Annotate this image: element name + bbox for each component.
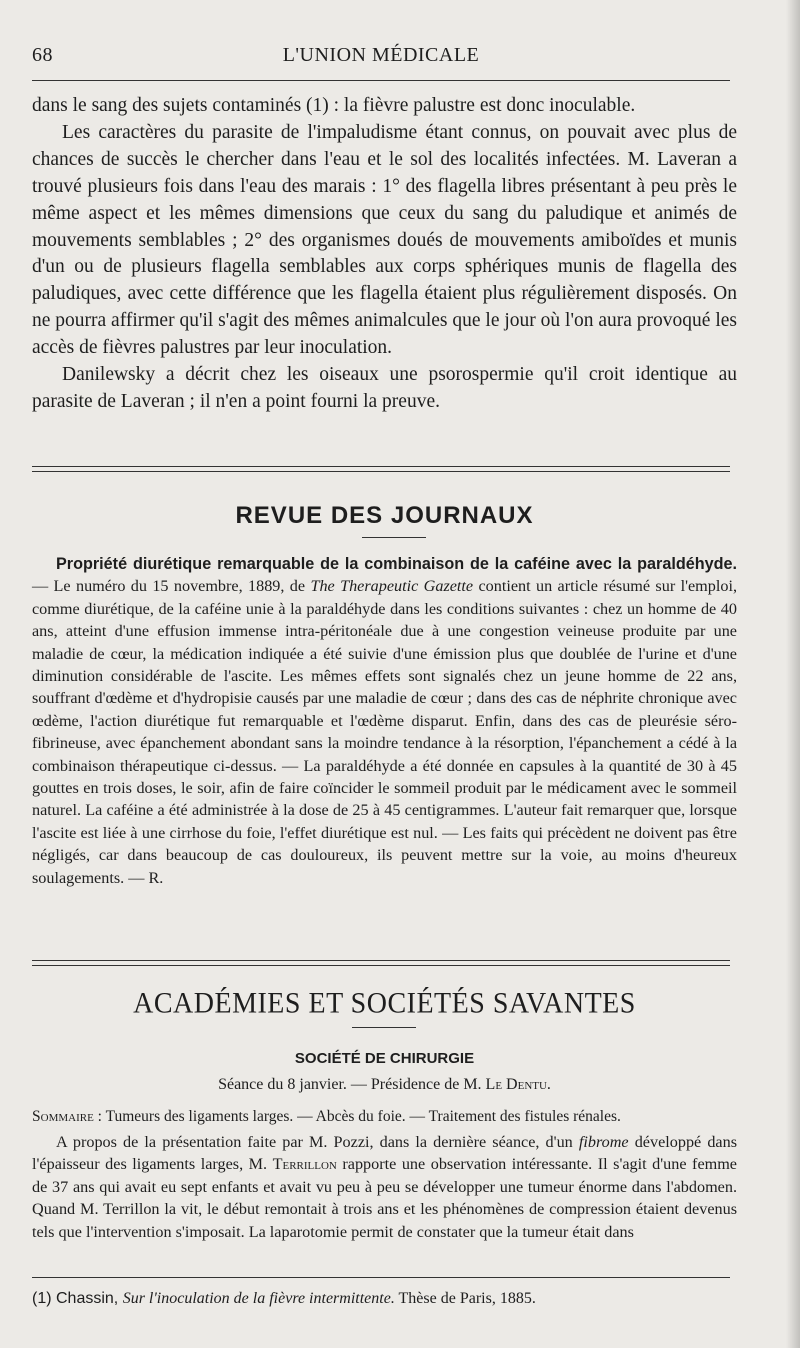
page-number: 68	[32, 44, 53, 66]
section-separator	[32, 960, 730, 966]
sommaire-text: : Tumeurs des ligaments larges. — Abcès du foie. — Traitement des fistules rénales.	[93, 1108, 621, 1125]
sommaire-label: Sommaire	[32, 1108, 94, 1125]
revue-title: REVUE DES JOURNAUX	[235, 502, 534, 529]
session-end: .	[546, 1076, 551, 1093]
item-title: Propriété diurétique remarquable de la combinaison de la caféine avec la paraldéhyde.	[56, 555, 737, 573]
footnote	[32, 1288, 737, 1310]
session-line	[32, 1076, 737, 1094]
report-text: A propos de la présentation faite par M. Pozzi, dans la dernière séance, d'un	[56, 1133, 579, 1151]
item-body: contient un article résumé sur l'emploi, comme diurétique, de la caféine unie à la paraldéhyde dans les conditions suivantes : chez un homme de 40 ans, atteint d'une effusion immense intra-péritonéale due à une congestion veineuse produite par une maladie de cœur, la médication indiquée a été suivie d'une émission plus que doublée de l'urine et d'une diminution considérable de l'ascite. Les mêmes effets sont signalés chez un jeune homme de 22 ans, souffrant d'œdème et d'hydropisie causés par une maladie de cœur ; dans des cas de néphrite chronique avec œdème, l'action diurétique fut remarquable et l'œdème disparut. Enfin, dans des cas de pleurésie séro-fibrineuse, avec épanchement abondant sans la moindre tendance à la résorption, l'épanchement a cédé à la combinaison thérapeutique ci-dessus. — La paraldéhyde a été donnée en capsules à la quantité de 30 à 45 gouttes en trois doses, le soir, afin de faire coïncider le sommeil produit par le médicament avec le sommeil naturel. La caféine a été administrée à la dose de 25 à 45 centigrammes. L'auteur fait remarquer que, lorsque l'ascite est liée à une cirrhose du foie, l'effet diurétique est nul. — Les faits qui précèdent ne doivent pas être négligés, car dans beaucoup de cas douloureux, ils peuvent mettre sur la voie, au moins d'heureux soulagements. — R.	[32, 577, 737, 887]
society-name: SOCIÉTÉ DE CHIRURGIE	[294, 1050, 475, 1067]
president-name: Le Dentu	[485, 1076, 547, 1093]
article-continuation	[32, 93, 737, 416]
paragraph: Les caractères du parasite de l'impaludisme étant connus, on pouvait avec plus de chances de succès le chercher dans l'eau et le sol des localités infectées. M. Laveran a trouvé plusieurs fois dans l'eau des marais : 1° des flagella libres présentant à peu près le même aspect et les mêmes dimensions que ceux du sang du paludique et animés de mouvements semblables ; 2° des organismes doués de mouvements amiboïdes et munis d'un ou de plusieurs flagella semblables aux corps sphériques munis de flagella des paludiques, avec cette différence que les flagella étaient plus régulièrement disposés. On ne pourra affirmer qu'il s'agit des mêmes animalcules que le jour où l'on aura provoqué les accès de fièvres palustres par leur inoculation.	[32, 121, 737, 359]
title-underline	[362, 537, 426, 538]
report-italic: fibrome	[578, 1133, 629, 1151]
page-edge-shadow	[786, 0, 800, 1348]
paragraph: dans le sang des sujets contaminés (1) : la fièvre palustre est donc inoculable.	[32, 95, 636, 116]
journal-name: The Therapeutic Gazette	[310, 577, 474, 596]
report-text: rapporte une observation intéressante. Il s'agit d'une femme de 37 ans qui avait eu sept enfants et avait vu peu à peu se développer une tumeur énorme dans l'abdomen. Quand M. Terrillon la vit, le début remontait à trois ans et les phénomènes de compression étaient devenus tels que l'intervention s'imposait. La laparotomie permit de constater que la tumeur était dans	[32, 1155, 737, 1241]
item-intro: — Le numéro du 15 novembre, 1889, de	[32, 577, 311, 596]
academies-title: ACADÉMIES ET SOCIÉTÉS SAVANTES	[133, 987, 636, 1020]
header-rule	[32, 80, 730, 81]
section-separator	[32, 466, 730, 472]
running-head: L'UNION MÉDICALE	[282, 44, 480, 66]
society-report	[32, 1131, 737, 1243]
session-text: Séance du 8 janvier. — Présidence de M.	[218, 1076, 486, 1093]
paragraph: Danilewsky a décrit chez les oiseaux une psorospermie qu'il croit identique au parasite de Laveran ; il n'en a point fourni la preuve.	[32, 364, 737, 412]
footnote-rest: Thèse de Paris, 1885.	[394, 1290, 536, 1307]
revue-item	[32, 553, 737, 889]
revue-paragraph	[32, 553, 737, 889]
footnote-mark: (1) Chassin,	[32, 1290, 123, 1307]
title-underline	[352, 1027, 416, 1028]
footnote-title: Sur l'inoculation de la fièvre intermittente.	[122, 1290, 395, 1307]
footnote-rule	[32, 1277, 730, 1278]
report-paragraph	[32, 1131, 737, 1243]
surgeon-name: Terrillon	[272, 1155, 337, 1174]
sommaire-line	[32, 1106, 737, 1128]
report-text: développé dans l'épaisseur des ligaments larges, M.	[32, 1133, 738, 1174]
